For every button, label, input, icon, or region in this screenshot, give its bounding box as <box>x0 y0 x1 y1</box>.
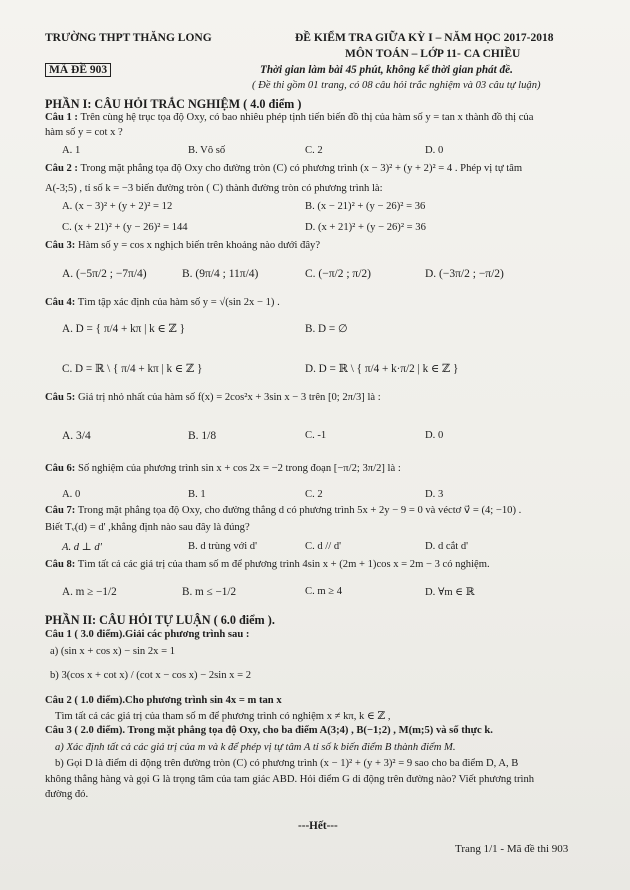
q2-text <box>45 163 522 174</box>
q2-line2: A(-3;5) , tỉ số k = −3 biến đường tròn ( C) thành đường tròn có phương trình là: <box>45 183 383 194</box>
q3-text <box>45 240 320 251</box>
q2-option-d: D. (x + 21)² + (y − 26)² = 36 <box>305 222 426 233</box>
q2-option-b: B. (x − 21)² + (y − 26)² = 36 <box>305 201 426 212</box>
q4-label: Câu 4: <box>45 297 76 308</box>
essay-q2-line: Câu 2 ( 1.0 điểm).Cho phương trình sin 4x = m tan x <box>45 695 282 706</box>
q6-text <box>45 463 401 474</box>
q7-option-d: D. d cắt d' <box>425 541 469 552</box>
essay-q1a: a) (sin x + cos x) − sin 2x = 1 <box>50 646 176 657</box>
q3-option-c: C. (−π/2 ; π/2) <box>305 268 372 280</box>
end-marker: ---Hết--- <box>298 820 338 832</box>
q5-option-b: B. 1/8 <box>188 430 217 442</box>
q8-option-a: A. m ≥ −1/2 <box>62 586 117 598</box>
part2-title: PHẦN II: CÂU HỎI TỰ LUẬN ( 6.0 điểm ). <box>45 613 275 627</box>
q2-line1: Trong mặt phẳng tọa độ Oxy cho đường tròn (C) có phương trình (x − 3)² + (y + 2)² = 4 . Phép vị tự tâm <box>80 163 523 174</box>
exam-title: ĐỀ KIỂM TRA GIỮA KỲ I – NĂM HỌC 2017-2018 <box>295 32 554 44</box>
q4-option-d: D. D = ℝ \ { π/4 + k·π/2 | k ∈ ℤ } <box>305 363 459 375</box>
q1-option-d: D. 0 <box>425 145 444 156</box>
q6-option-a: A. 0 <box>62 489 81 500</box>
q2-label: Câu 2 : <box>45 163 78 174</box>
time-note: Thời gian làm bài 45 phút, không kể thời gian phát đề. <box>260 64 513 76</box>
q6-option-c: C. 2 <box>305 489 323 500</box>
subject-line: MÔN TOÁN – LỚP 11- CA CHIỀU <box>345 48 521 60</box>
q1-option-c: C. 2 <box>305 145 323 156</box>
q4-line1: Tìm tập xác định của hàm số y = √(sin 2x − 1) . <box>77 297 280 308</box>
q4-option-a: A. D = { π/4 + kπ | k ∈ ℤ } <box>62 323 185 335</box>
q6-line1: Số nghiệm của phương trình sin x + cos 2x = −2 trong đoạn [−π/2; 3π/2] là : <box>77 463 401 474</box>
school-name: TRƯỜNG THPT THĂNG LONG <box>45 32 212 44</box>
q7-option-a: A. d ⊥ d' <box>62 542 102 553</box>
q5-label: Câu 5: <box>45 392 76 403</box>
q5-text <box>45 392 381 403</box>
essay-q3-line: Câu 3 ( 2.0 điểm). Trong mặt phẳng tọa độ Oxy, cho ba điểm A(3;4) , B(−1;2) , M(m;5) và số thực k. <box>45 725 493 736</box>
q4-option-c: C. D = ℝ \ { π/4 + kπ | k ∈ ℤ } <box>62 363 203 375</box>
q7-option-c: C. d // d' <box>305 541 342 552</box>
essay-q1b: b) 3(cos x + cot x) / (cot x − cos x) − 2sin x = 2 <box>50 670 252 681</box>
q6-option-d: D. 3 <box>425 489 444 500</box>
q7-label: Câu 7: <box>45 505 76 516</box>
q1-line2: hàm số y = cot x ? <box>45 127 123 138</box>
essay-q3b-line1: b) Gọi D là điểm di động trên đường tròn (C) có phương trình (x − 1)² + (y + 3)² = 9 sao cho ba điểm D, A, B <box>55 758 519 769</box>
q7-option-b: B. d trùng với d' <box>188 541 258 552</box>
essay-q3b-line2: không thẳng hàng và gọi G là trọng tâm của tam giác ABD. Hỏi điểm G di động trên đường nào? Viết phương trình <box>45 774 535 785</box>
part1-title: PHẦN I: CÂU HỎI TRẮC NGHIỆM ( 4.0 điểm ) <box>45 97 302 111</box>
q5-line1: Giá trị nhỏ nhất của hàm số f(x) = 2cos²x + 3sin x − 3 trên [0; 2π/3] là : <box>77 392 381 403</box>
q1-option-b: B. Vô số <box>188 145 226 156</box>
q2-option-a: A. (x − 3)² + (y + 2)² = 12 <box>62 201 173 212</box>
essay-q3a: a) Xác định tất cả các giá trị của m và k để phép vị tự tâm A tỉ số k biến điểm B thành điểm M. <box>55 742 456 753</box>
q1-label: Câu 1 : <box>45 112 78 123</box>
q3-option-b: B. (9π/4 ; 11π/4) <box>182 268 259 280</box>
q2-option-c: C. (x + 21)² + (y − 26)² = 144 <box>62 222 188 233</box>
q8-option-c: C. m ≥ 4 <box>305 586 343 597</box>
q1-text <box>45 112 533 123</box>
essay-q2-line2: Tìm tất cả các giá trị của tham số m để phương trình có nghiệm x ≠ kπ, k ∈ ℤ , <box>55 711 391 722</box>
q7-text <box>45 504 521 516</box>
q3-line1: Hàm số y = cos x nghịch biến trên khoảng nào dưới đây? <box>77 240 321 251</box>
essay-q1-line: Câu 1 ( 3.0 điểm).Giải các phương trình sau : <box>45 629 250 640</box>
essay-q3b-line3: đường đó. <box>45 789 89 800</box>
q6-label: Câu 6: <box>45 463 76 474</box>
q5-option-a: A. 3/4 <box>62 430 91 442</box>
q3-label: Câu 3: <box>45 240 76 251</box>
q8-line1: Tìm tất cả các giá trị của tham số m để phương trình 4sin x + (2m + 1)cos x = 2m − 3 có nghiệm. <box>77 559 490 570</box>
q5-option-c: C. -1 <box>305 430 327 441</box>
q8-option-b: B. m ≤ −1/2 <box>182 586 237 598</box>
q8-text <box>45 559 490 570</box>
page-number: Trang 1/1 - Mã đề thi 903 <box>455 843 569 855</box>
q8-option-d: D. ∀m ∈ ℝ <box>425 587 475 598</box>
page-count-note: ( Đề thi gồm 01 trang, có 08 câu hỏi trắc nghiệm và 03 câu tự luận) <box>252 80 541 91</box>
q4-text <box>45 297 280 308</box>
q1-option-a: A. 1 <box>62 145 81 156</box>
q1-line1: Trên cùng hệ trục tọa độ Oxy, có bao nhiêu phép tịnh tiến biến đồ thị của hàm số y = tan x thành đồ thị của <box>80 112 534 123</box>
q3-option-d: D. (−3π/2 ; −π/2) <box>425 268 504 280</box>
q8-label: Câu 8: <box>45 559 76 570</box>
q4-option-b: B. D = ∅ <box>305 323 348 335</box>
q7-line2: Biết Tᵥ(d) = d' ,khẳng định nào sau đây là đúng? <box>45 522 250 533</box>
q3-option-a: A. (−5π/2 ; −7π/4) <box>62 268 147 280</box>
exam-code-box: MÃ ĐỀ 903 <box>45 63 111 77</box>
q5-option-d: D. 0 <box>425 430 444 441</box>
q6-option-b: B. 1 <box>188 489 206 500</box>
q7-line1: Trong mặt phẳng tọa độ Oxy, cho đường thẳng d có phương trình 5x + 2y − 9 = 0 và véctơ v⃗ = (4; −10) . <box>77 505 522 516</box>
